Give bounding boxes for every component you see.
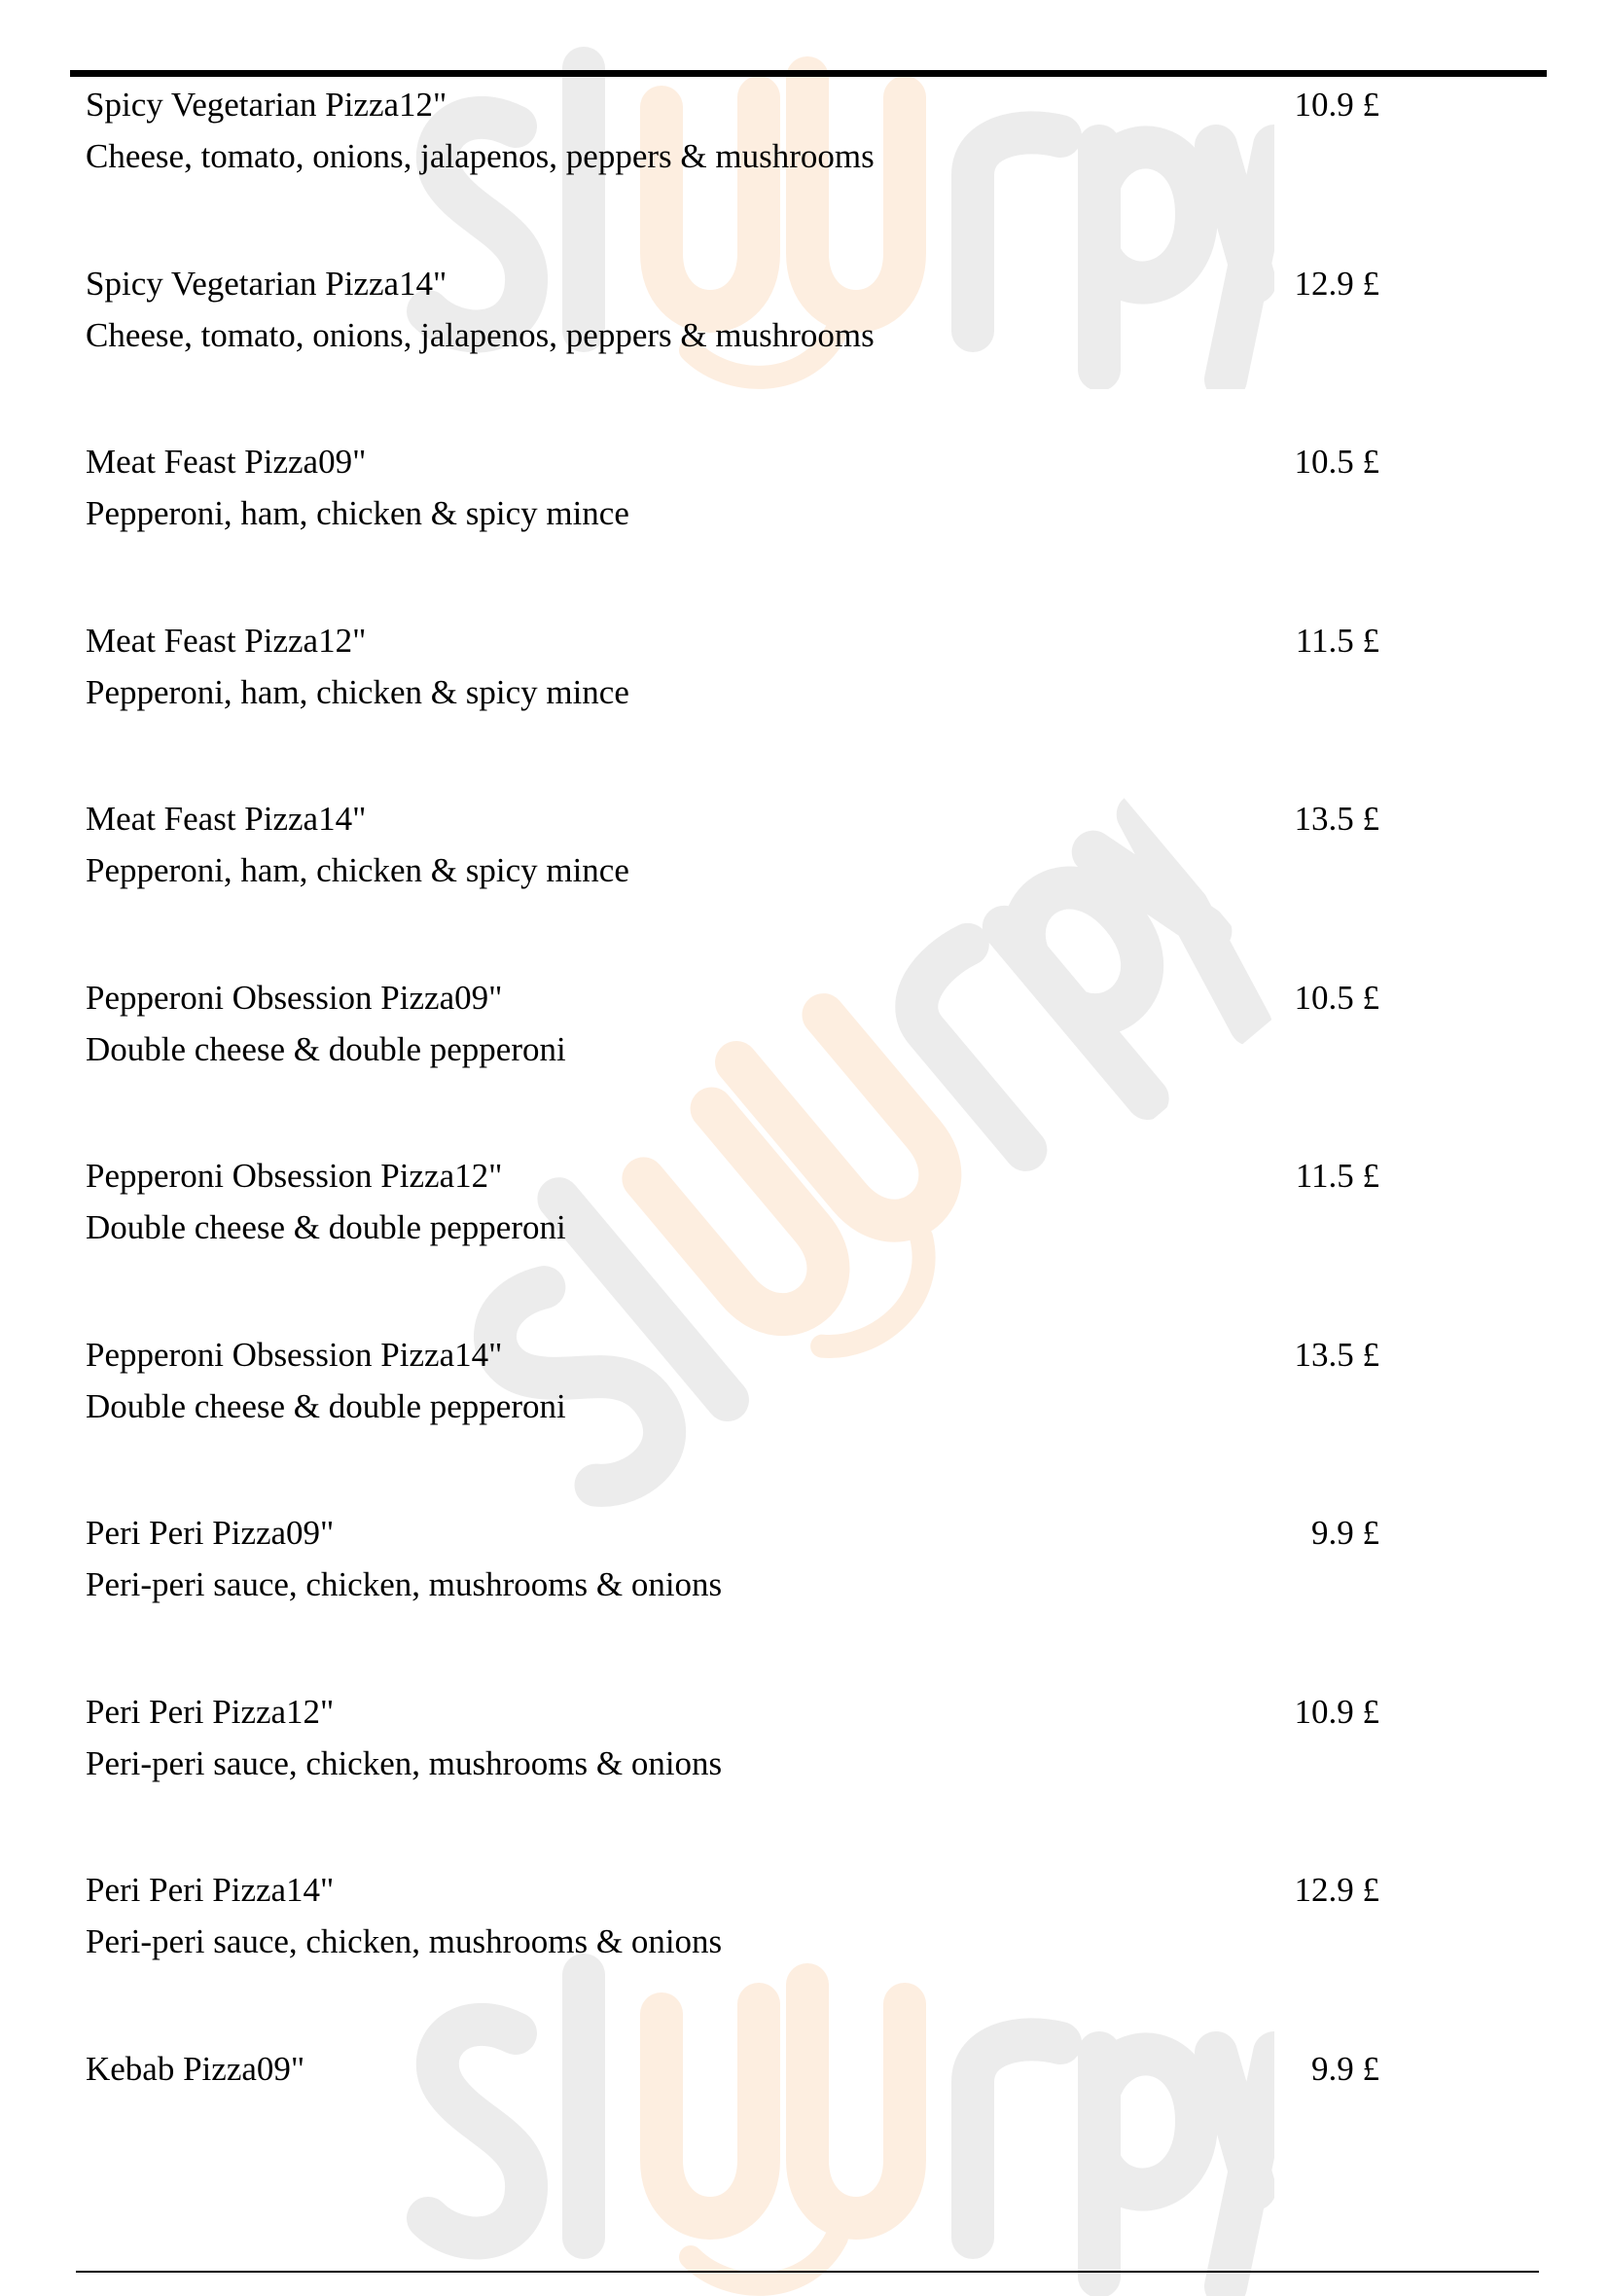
item-name: Spicy Vegetarian Pizza12"	[86, 86, 447, 124]
menu-item	[86, 622, 1379, 738]
menu-item	[86, 979, 1379, 1095]
item-price: 10.9 £	[1294, 1692, 1379, 1731]
item-description: Cheese, tomato, onions, jalapenos, peppers & mushrooms	[86, 137, 875, 175]
item-price: 13.5 £	[1294, 1335, 1379, 1374]
item-name: Meat Feast Pizza14"	[86, 800, 367, 838]
item-description: Peri-peri sauce, chicken, mushrooms & onions	[86, 1565, 723, 1603]
item-price: 12.9 £	[1294, 1871, 1379, 1909]
item-name: Peri Peri Pizza09"	[86, 1514, 335, 1552]
item-name: Kebab Pizza09"	[86, 2049, 305, 2088]
item-description: Peri-peri sauce, chicken, mushrooms & onions	[86, 1743, 723, 1782]
menu-item	[86, 265, 1379, 381]
menu-item	[86, 1514, 1379, 1631]
item-name: Pepperoni Obsession Pizza12"	[86, 1157, 503, 1195]
item-price: 10.5 £	[1294, 978, 1379, 1017]
item-description: Pepperoni, ham, chicken & spicy mince	[86, 851, 629, 889]
item-name: Peri Peri Pizza14"	[86, 1871, 335, 1909]
item-name: Pepperoni Obsession Pizza14"	[86, 1335, 503, 1374]
menu-item	[86, 443, 1379, 559]
menu-item	[86, 1336, 1379, 1453]
menu-item	[86, 2050, 1379, 2167]
menu-item	[86, 86, 1379, 202]
item-price: 11.5 £	[1295, 1157, 1379, 1195]
item-price: 12.9 £	[1294, 264, 1379, 303]
item-price: 9.9 £	[1311, 1514, 1379, 1552]
menu-item	[86, 1693, 1379, 1810]
item-price: 13.5 £	[1294, 800, 1379, 838]
item-description: Pepperoni, ham, chicken & spicy mince	[86, 494, 629, 532]
item-description: Double cheese & double pepperoni	[86, 1029, 566, 1068]
item-description: Cheese, tomato, onions, jalapenos, peppers & mushrooms	[86, 315, 875, 354]
item-description: Double cheese & double pepperoni	[86, 1208, 566, 1246]
item-description: Peri-peri sauce, chicken, mushrooms & onions	[86, 1922, 723, 1960]
item-name: Meat Feast Pizza09"	[86, 443, 367, 481]
item-name: Meat Feast Pizza12"	[86, 621, 367, 660]
item-description: Double cheese & double pepperoni	[86, 1386, 566, 1425]
item-price: 11.5 £	[1295, 621, 1379, 660]
menu-item	[86, 1157, 1379, 1274]
item-price: 10.9 £	[1294, 86, 1379, 124]
item-name: Spicy Vegetarian Pizza14"	[86, 264, 447, 303]
item-price: 10.5 £	[1294, 443, 1379, 481]
item-description: Pepperoni, ham, chicken & spicy mince	[86, 672, 629, 711]
menu-item	[86, 800, 1379, 916]
item-name: Pepperoni Obsession Pizza09"	[86, 978, 503, 1017]
item-name: Peri Peri Pizza12"	[86, 1692, 335, 1731]
menu-item	[86, 1871, 1379, 1988]
item-price: 9.9 £	[1311, 2049, 1379, 2088]
